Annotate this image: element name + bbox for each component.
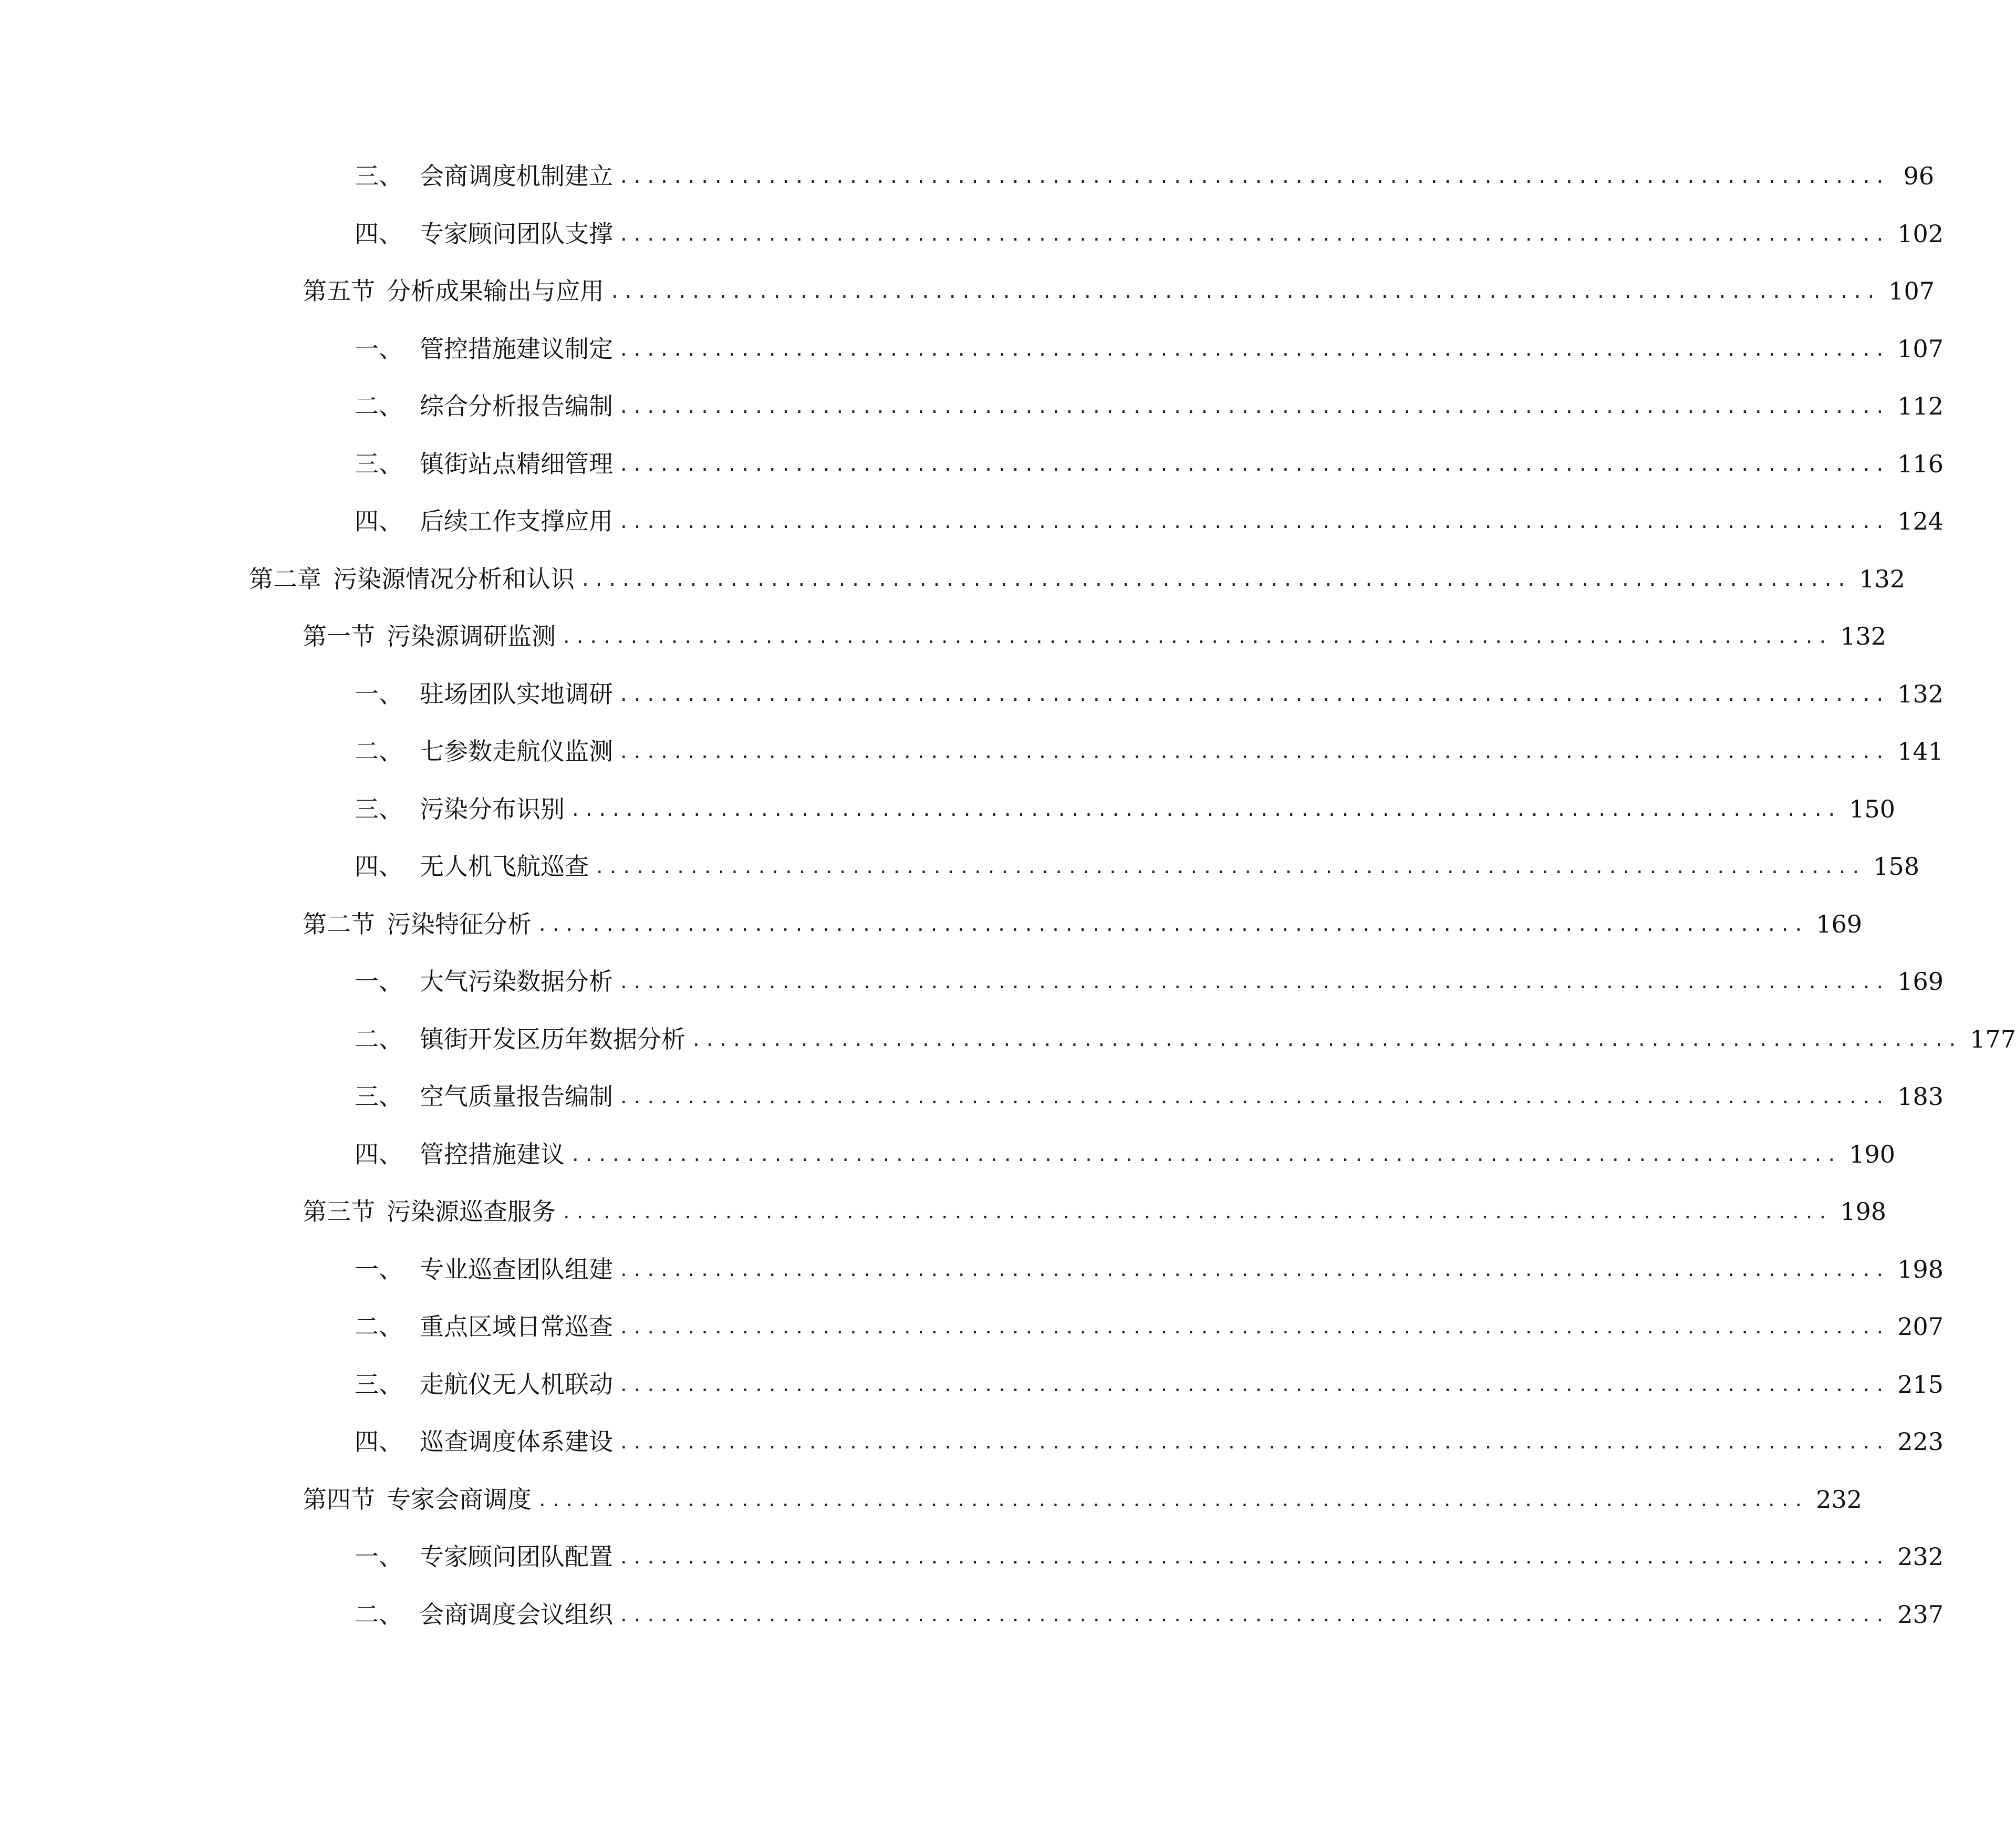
toc-entry-page: 207 [1897, 1312, 1944, 1341]
toc-entry[interactable] [0, 155, 1935, 197]
toc-entry[interactable] [0, 1593, 1944, 1635]
toc-entry-title: 走航仪无人机联动 [420, 1370, 613, 1399]
toc-entry[interactable] [0, 1536, 1944, 1578]
toc-entry-title: 污染特征分析 [387, 910, 532, 938]
toc-entry[interactable] [0, 960, 1944, 1002]
toc-dot-leader: .............................................................................................. [693, 1027, 1963, 1051]
toc-entry-number: 四、 [355, 1427, 403, 1456]
toc-entry-number: 四、 [355, 852, 403, 881]
toc-dot-leader: .............................................................................................. [539, 912, 1809, 936]
toc-entry-page: 198 [1840, 1197, 1887, 1226]
toc-dot-leader: .............................................................................................. [620, 1545, 1890, 1569]
toc-dot-leader: .............................................................................................. [572, 797, 1842, 821]
toc-entry-number: 三、 [355, 162, 403, 190]
toc-entry-title: 专家顾问团队支撑 [420, 220, 613, 248]
toc-entry[interactable] [0, 730, 1944, 772]
toc-entry-page: 215 [1897, 1370, 1944, 1399]
toc-entry-page: 132 [1859, 565, 1906, 593]
toc-dot-leader: .............................................................................................. [563, 1199, 1833, 1224]
toc-entry-title: 空气质量报告编制 [420, 1082, 613, 1111]
toc-entry-page: 107 [1897, 335, 1944, 363]
toc-dot-leader: .............................................................................................. [620, 1314, 1890, 1339]
toc-entry-page: 141 [1897, 737, 1944, 765]
toc-entry-number: 第二章 [249, 565, 321, 593]
toc-entry-number: 三、 [355, 450, 403, 478]
toc-entry[interactable] [0, 1075, 1944, 1117]
toc-entry-title: 专业巡查团队组建 [420, 1255, 613, 1283]
toc-entry-number: 第一节 [303, 622, 375, 650]
toc-entry-page: 132 [1840, 622, 1887, 650]
toc-entry-page: 124 [1897, 507, 1944, 535]
toc-entry[interactable] [0, 1421, 1944, 1463]
toc-dot-leader: .............................................................................................. [611, 279, 1882, 303]
toc-entry-number: 一、 [355, 680, 403, 708]
toc-dot-leader: .............................................................................................. [620, 222, 1890, 246]
toc-dot-leader: .............................................................................................. [596, 854, 1866, 878]
toc-entry-page: 183 [1897, 1082, 1944, 1111]
toc-dot-leader: .............................................................................................. [582, 567, 1852, 591]
toc-entry-title: 镇街站点精细管理 [420, 450, 613, 478]
toc-entry[interactable] [0, 213, 1944, 255]
toc-entry-page: 232 [1897, 1542, 1944, 1571]
toc-entry[interactable] [0, 1133, 1896, 1175]
toc-entry[interactable] [0, 673, 1944, 715]
toc-entry-title: 会商调度会议组织 [420, 1600, 613, 1629]
toc-entry-number: 第五节 [303, 277, 375, 305]
toc-entry-title: 无人机飞航巡查 [420, 852, 589, 881]
toc-entry-title: 驻场团队实地调研 [420, 680, 613, 708]
toc-entry-title: 后续工作支撑应用 [420, 507, 613, 535]
toc-entry-title: 镇街开发区历年数据分析 [420, 1025, 685, 1053]
toc-entry-title: 污染分布识别 [420, 795, 565, 823]
toc-dot-leader: .............................................................................................. [620, 452, 1890, 476]
toc-entry-title: 污染源调研监测 [387, 622, 556, 650]
toc-entry[interactable] [0, 788, 1896, 830]
toc-entry-page: 132 [1897, 680, 1944, 708]
toc-entry-title: 污染源巡查服务 [387, 1197, 556, 1226]
toc-entry-number: 四、 [355, 507, 403, 535]
toc-entry-page: 96 [1903, 162, 1935, 190]
toc-entry-number: 第三节 [303, 1197, 375, 1226]
toc-dot-leader: .............................................................................................. [620, 1372, 1890, 1396]
toc-entry-number: 一、 [355, 335, 403, 363]
toc-entry[interactable] [0, 558, 1906, 600]
toc-entry-number: 二、 [355, 1025, 403, 1053]
toc-entry-page: 169 [1897, 967, 1944, 996]
toc-entry-number: 三、 [355, 795, 403, 823]
toc-dot-leader: .............................................................................................. [620, 337, 1890, 361]
toc-entry-number: 第二节 [303, 910, 375, 938]
toc-dot-leader: .............................................................................................. [620, 682, 1890, 706]
toc-entry-title: 专家会商调度 [387, 1485, 532, 1514]
toc-entry[interactable] [0, 443, 1944, 485]
toc-entry[interactable] [0, 1478, 1863, 1520]
toc-entry-page: 150 [1849, 795, 1896, 823]
toc-entry-page: 107 [1888, 277, 1935, 305]
toc-entry-number: 三、 [355, 1082, 403, 1111]
toc-entry-title: 管控措施建议 [420, 1140, 565, 1168]
toc-entry-title: 重点区域日常巡查 [420, 1312, 613, 1341]
toc-entry[interactable] [0, 385, 1944, 427]
toc-entry-title: 污染源情况分析和认识 [333, 565, 575, 593]
toc-dot-leader: .............................................................................................. [620, 394, 1890, 418]
toc-entry-page: 112 [1897, 392, 1944, 420]
toc-dot-leader: .............................................................................................. [620, 509, 1890, 533]
toc-entry-title: 管控措施建议制定 [420, 335, 613, 363]
toc-dot-leader: .............................................................................................. [539, 1487, 1809, 1511]
toc-entry-number: 一、 [355, 1542, 403, 1571]
toc-entry[interactable] [0, 615, 1887, 657]
toc-entry-number: 二、 [355, 1312, 403, 1341]
toc-entry[interactable] [0, 1363, 1944, 1405]
toc-entry-page: 177 [1970, 1025, 2016, 1053]
toc-entry-page: 116 [1897, 450, 1944, 478]
toc-entry[interactable] [0, 328, 1944, 370]
toc-entry-number: 二、 [355, 392, 403, 420]
toc-dot-leader: .............................................................................................. [563, 624, 1833, 648]
toc-entry-page: 232 [1816, 1485, 1863, 1514]
toc-entry[interactable] [0, 1306, 1944, 1348]
toc-dot-leader: .............................................................................................. [620, 1430, 1890, 1454]
toc-entry-page: 102 [1897, 220, 1944, 248]
toc-entry[interactable] [0, 903, 1863, 945]
toc-entry-number: 一、 [355, 1255, 403, 1283]
toc-entry-number: 二、 [355, 737, 403, 765]
toc-dot-leader: .............................................................................................. [572, 1142, 1842, 1166]
toc-entry-page: 158 [1873, 852, 1920, 881]
toc-entry[interactable] [0, 500, 1944, 542]
toc-dot-leader: .............................................................................................. [620, 969, 1890, 993]
toc-entry[interactable] [0, 1190, 1887, 1233]
toc-entry-number: 一、 [355, 967, 403, 996]
toc-entry-number: 三、 [355, 1370, 403, 1399]
toc-entry[interactable] [0, 1018, 2016, 1060]
toc-entry-page: 190 [1849, 1140, 1896, 1168]
toc-entry[interactable] [0, 845, 1920, 887]
toc-entry[interactable] [0, 1248, 1944, 1290]
toc-entry-number: 四、 [355, 1140, 403, 1168]
toc-entry-page: 198 [1897, 1255, 1944, 1283]
toc-entry-page: 237 [1897, 1600, 1944, 1629]
toc-entry-number: 四、 [355, 220, 403, 248]
toc-entry-title: 会商调度机制建立 [420, 162, 613, 190]
toc-dot-leader: .............................................................................................. [620, 164, 1890, 188]
toc-entry-title: 专家顾问团队配置 [420, 1542, 613, 1571]
toc-dot-leader: .............................................................................................. [620, 1602, 1890, 1627]
toc-entry-title: 大气污染数据分析 [420, 967, 613, 996]
toc-entry[interactable] [0, 270, 1935, 312]
toc-entry-title: 七参数走航仪监测 [420, 737, 613, 765]
toc-dot-leader: .............................................................................................. [620, 1257, 1890, 1281]
toc-entry-page: 169 [1816, 910, 1863, 938]
toc-entry-page: 223 [1897, 1427, 1944, 1456]
toc-dot-leader: .............................................................................................. [620, 739, 1890, 763]
toc-entry-number: 二、 [355, 1600, 403, 1629]
toc-entry-title: 综合分析报告编制 [420, 392, 613, 420]
toc-entry-title: 巡查调度体系建设 [420, 1427, 613, 1456]
toc-dot-leader: .............................................................................................. [620, 1084, 1890, 1109]
toc-entry-number: 第四节 [303, 1485, 375, 1514]
toc-entry-title: 分析成果输出与应用 [387, 277, 604, 305]
